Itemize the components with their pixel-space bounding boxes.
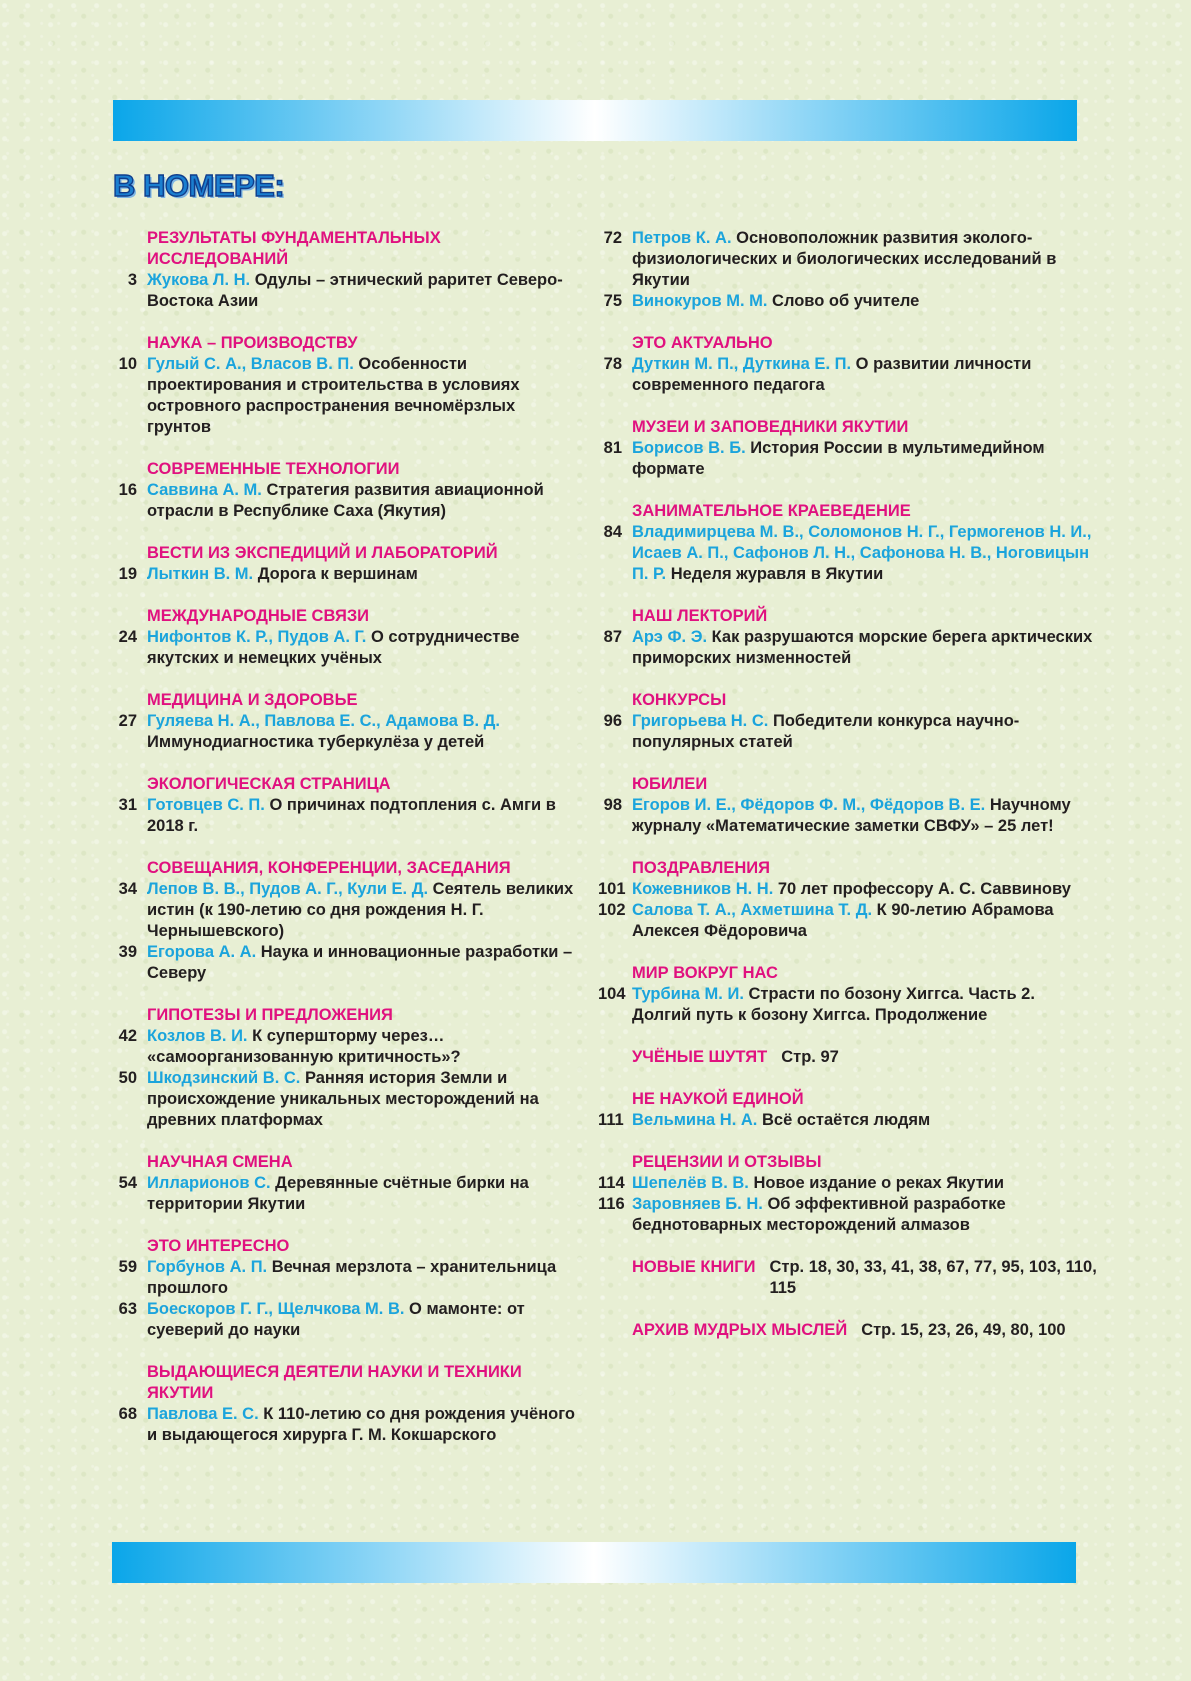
section-title: РЕЦЕНЗИИ И ОТЗЫВЫ [632,1153,822,1171]
article-entry [598,228,1098,291]
page-number: 27 [118,712,137,730]
page-number: 84 [603,523,622,541]
article-authors: Григорьева Н. С. [632,712,769,730]
article-authors: Горбунов А. П. [147,1258,268,1276]
contents-section [113,1152,583,1215]
reference-section [598,1257,1098,1299]
article-entry [598,627,1098,669]
article-title: Неделя журавля в Якутии [670,565,884,583]
contents-section [598,501,1098,585]
article-entry [113,795,583,837]
section-title: РЕЗУЛЬТАТЫ ФУНДАМЕНТАЛЬНЫХ ИССЛЕДОВАНИЙ [147,229,441,268]
page-number: 63 [118,1300,137,1318]
article-title: Основоположник развития эколого-физиологических и биологических исследований в Якутии [632,229,1057,289]
article-title: Одулы – этнический раритет Северо-Востока Азии [147,271,563,310]
section-title: МИР ВОКРУГ НАС [632,964,778,982]
article-title: О развитии личности современного педагога [632,355,1032,394]
page-number: 81 [603,439,622,457]
article-title: Научному журналу «Математические заметки СВФУ» – 25 лет! [632,796,1071,835]
section-title: УЧЁНЫЕ ШУТЯТ [632,1048,768,1066]
article-entry [113,564,583,585]
article-title: 70 лет профессору А. С. Саввинову [777,880,1071,898]
reference-line [598,1257,1098,1299]
article-title: Сеятель великих истин (к 190-летию со дня рождения Н. Г. Чернышевского) [147,880,574,940]
page-number: 116 [598,1195,625,1213]
contents-section [113,606,583,669]
contents-section [598,858,1098,942]
contents-column-right [598,228,1098,1362]
contents-section [598,774,1098,837]
page-number: 31 [118,796,137,814]
article-title: О мамонте: от суеверий до науки [147,1300,525,1339]
section-title: ЗАНИМАТЕЛЬНОЕ КРАЕВЕДЕНИЕ [632,502,911,520]
contents-section [113,228,583,312]
article-authors: Гуляева Н. А., Павлова Е. С., Адамова В. Д. [147,712,500,730]
page-number: 75 [603,292,622,310]
page-number: 16 [118,481,137,499]
article-authors: Козлов В. И. [147,1027,248,1045]
contents-section [113,1362,583,1446]
contents-section [598,1089,1098,1131]
article-entry [113,480,583,522]
page-number: 78 [603,355,622,373]
page-heading: В НОМЕРЕ: [113,168,285,203]
section-title: ПОЗДРАВЛЕНИЯ [632,859,770,877]
page-number: 42 [118,1027,137,1045]
article-authors: Жукова Л. Н. [147,271,251,289]
page-number: 72 [603,229,622,247]
article-title: О причинах подтопления с. Амги в 2018 г. [147,796,556,835]
article-authors: Шепелёв В. В. [632,1174,749,1192]
contents-section [598,228,1098,312]
page-number: 24 [118,628,137,646]
reference-pages: Стр. 15, 23, 26, 49, 80, 100 [861,1321,1066,1339]
contents-section [598,963,1098,1026]
article-entry [113,270,583,312]
article-title: История России в мультимедийном формате [632,439,1045,478]
article-entry [598,900,1098,942]
article-authors: Салова Т. А., Ахметшина Т. Д. [632,901,873,919]
section-title: МЕЖДУНАРОДНЫЕ СВЯЗИ [147,607,370,625]
article-title: К 110-летию со дня рождения учёного и выдающегося хирурга Г. М. Кокшарского [147,1405,575,1444]
article-authors: Кожевников Н. Н. [632,880,774,898]
section-title: АРХИВ МУДРЫХ МЫСЛЕЙ [632,1321,848,1339]
section-title: СОВРЕМЕННЫЕ ТЕХНОЛОГИИ [147,460,400,478]
page-number: 19 [118,565,137,583]
article-entry [598,291,1098,312]
article-title: Как разрушаются морские берега арктических приморских низменностей [632,628,1093,667]
page-number: 104 [598,985,626,1003]
article-entry [113,627,583,669]
article-authors: Дуткин М. П., Дуткина Е. П. [632,355,852,373]
page-number: 68 [118,1405,137,1423]
article-entry [598,984,1098,1026]
contents-section [598,690,1098,753]
article-authors: Лепов В. В., Пудов А. Г., Кули Е. Д. [147,880,429,898]
contents-section [113,774,583,837]
reference-section [598,1047,1098,1068]
article-title: К супершторму через… «самоорганизованную критичность»? [147,1027,461,1066]
article-authors: Готовцев С. П. [147,796,265,814]
section-title: МЕДИЦИНА И ЗДОРОВЬЕ [147,691,358,709]
contents-section [598,1152,1098,1236]
article-authors: Шкодзинский В. С. [147,1069,301,1087]
section-title: ГИПОТЕЗЫ И ПРЕДЛОЖЕНИЯ [147,1006,393,1024]
contents-section [113,333,583,438]
page-number: 50 [118,1069,137,1087]
article-entry [598,522,1098,585]
article-title: Стратегия развития авиационной отрасли в Республике Саха (Якутия) [147,481,544,520]
reference-pages: Стр. 97 [781,1048,839,1066]
section-title: НЕ НАУКОЙ ЕДИНОЙ [632,1090,804,1108]
page-number: 101 [598,880,626,898]
section-title: ЭТО ИНТЕРЕСНО [147,1237,290,1255]
article-entry [598,438,1098,480]
article-title: Особенности проектирования и строительства в условиях островного распространения вечномёрзлых грунтов [147,355,520,436]
page-number: 96 [603,712,622,730]
article-entry [113,1299,583,1341]
contents-section [598,417,1098,480]
section-title: ЮБИЛЕИ [632,775,708,793]
article-entry [113,1026,583,1068]
page-number: 3 [127,271,137,289]
article-title: Всё остаётся людям [761,1111,931,1129]
section-title: КОНКУРСЫ [632,691,727,709]
article-entry [598,1173,1098,1194]
article-authors: Гулый С. А., Власов В. П. [147,355,354,373]
reference-line [598,1320,1098,1341]
section-title: ЭКОЛОГИЧЕСКАЯ СТРАНИЦА [147,775,391,793]
contents-section [598,333,1098,396]
section-title: ВЕСТИ ИЗ ЭКСПЕДИЦИЙ И ЛАБОРАТОРИЙ [147,544,498,562]
page-number: 59 [118,1258,137,1276]
section-title: НАУКА – ПРОИЗВОДСТВУ [147,334,358,352]
top-decorative-bar [113,100,1077,141]
article-entry [598,354,1098,396]
article-title: Наука и инновационные разработки – Северу [147,943,573,982]
article-title: О сотрудничестве якутских и немецких учёных [147,628,520,667]
reference-line [598,1047,1098,1068]
article-authors: Арэ Ф. Э. [632,628,708,646]
article-title: Ранняя история Земли и происхождение уникальных месторождений на древних платформах [147,1069,539,1129]
article-authors: Саввина А. М. [147,481,262,499]
contents-section [113,1236,583,1341]
article-title: К 90-летию Абрамова Алексея Фёдоровича [632,901,1054,940]
section-title: НАШ ЛЕКТОРИЙ [632,607,768,625]
bottom-decorative-bar [112,1542,1076,1583]
article-entry [113,711,583,753]
article-title: Иммунодиагностика туберкулёза у детей [147,733,485,751]
section-title: ЭТО АКТУАЛЬНО [632,334,773,352]
article-authors: Борисов В. Б. [632,439,746,457]
reference-section [598,1320,1098,1341]
article-entry [598,1110,1098,1131]
article-authors: Вельмина Н. А. [632,1111,758,1129]
contents-section [598,606,1098,669]
article-authors: Боескоров Г. Г., Щелчкова М. В. [147,1300,405,1318]
article-authors: Заровняев Б. Н. [632,1195,763,1213]
article-title: Об эффективной разработке беднотоварных месторождений алмазов [632,1195,1006,1234]
contents-column-left [113,228,583,1467]
article-title: Вечная мерзлота – хранительница прошлого [147,1258,557,1297]
page-number: 54 [118,1174,137,1192]
article-authors: Павлова Е. С. [147,1405,259,1423]
contents-section [113,543,583,585]
article-authors: Лыткин В. М. [147,565,254,583]
article-entry [598,711,1098,753]
page-number: 98 [603,796,622,814]
contents-section [113,858,583,984]
article-authors: Владимирцева М. В., Соломонов Н. Г., Гермогенов Н. И., Исаев А. П., Сафонов Л. Н., Сафонова Н. В., Ноговицын П. Р. [632,523,1092,583]
article-authors: Турбина М. И. [632,985,744,1003]
article-authors: Петров К. А. [632,229,732,247]
article-authors: Егоров И. Е., Фёдоров Ф. М., Фёдоров В. Е. [632,796,986,814]
article-entry [598,879,1098,900]
page-number: 34 [118,880,137,898]
page-number: 111 [598,1111,624,1129]
section-title: НАУЧНАЯ СМЕНА [147,1153,293,1171]
article-authors: Винокуров М. М. [632,292,768,310]
article-entry [113,1068,583,1131]
contents-section [113,690,583,753]
article-authors: Егорова А. А. [147,943,257,961]
article-entry [598,795,1098,837]
article-entry [113,942,583,984]
section-title: ВЫДАЮЩИЕСЯ ДЕЯТЕЛИ НАУКИ И ТЕХНИКИ ЯКУТИИ [147,1363,522,1402]
article-entry [113,354,583,438]
article-authors: Илларионов С. [147,1174,271,1192]
page-number: 39 [118,943,137,961]
page-number: 102 [598,901,626,919]
article-title: Победители конкурса научно-популярных статей [632,712,1020,751]
contents-section [113,459,583,522]
article-entry [598,1194,1098,1236]
page-number: 87 [603,628,622,646]
article-authors: Нифонтов К. Р., Пудов А. Г. [147,628,367,646]
page-number: 10 [118,355,137,373]
section-title: НОВЫЕ КНИГИ [632,1258,756,1276]
article-title: Дорога к вершинам [257,565,418,583]
reference-pages: Стр. 18, 30, 33, 41, 38, 67, 77, 95, 103, 110, 115 [769,1258,1097,1297]
article-title: Страсти по бозону Хиггса. Часть 2. Долгий путь к бозону Хиггса. Продолжение [632,985,1035,1024]
article-entry [113,1257,583,1299]
article-entry [113,879,583,942]
section-title: МУЗЕИ И ЗАПОВЕДНИКИ ЯКУТИИ [632,418,909,436]
article-title: Деревянные счётные бирки на территории Якутии [147,1174,529,1213]
contents-section [113,1005,583,1131]
article-entry [113,1173,583,1215]
article-title: Слово об учителе [772,292,920,310]
section-title: СОВЕЩАНИЯ, КОНФЕРЕНЦИИ, ЗАСЕДАНИЯ [147,859,511,877]
article-title: Новое издание о реках Якутии [753,1174,1005,1192]
article-entry [113,1404,583,1446]
page-number: 114 [598,1174,625,1192]
